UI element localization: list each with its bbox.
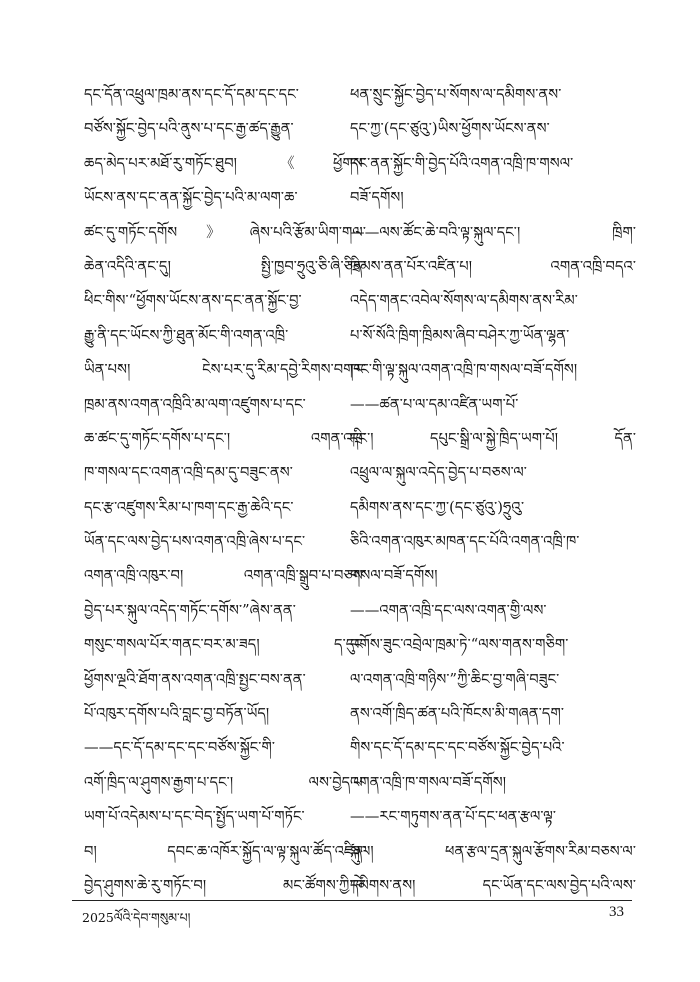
text-line: སྐུལ། ཕན་རྩལ་དྲན་སྐུལ་རྩོགས་རིམ་བཅས་ལ་ [350, 842, 636, 860]
text-line: ——ཚན་པ་ལ་དམ་འཛིན་ཡག་པོ་ [350, 395, 519, 413]
text-line: གིས་དང་དོ་དམ་དང་དང་བཙོས་སྐྱོང་བྱེད་པའི་ [350, 739, 565, 757]
text-line: འདེད་གནང་འབེལ་སོགས་ལ་དམིགས་ནས་རིམ་ [350, 292, 578, 310]
text-line: པ་སོ་སོའི་ཁྲིག་ཁྲིམས་ཞིབ་བཤེར་ཀྱ་ཡོན་ལྷན་ [350, 326, 570, 344]
text-line: ——རང་གཏུགས་ནན་པོ་དང་ཕན་རྩལ་ལྟ་ [350, 808, 557, 826]
page-number: 33 [609, 904, 624, 920]
text-line: ཆེན་འདིའི་ནང་དུ། སྤྱི་ཁྱབ་ཧྲུའུ་ཅི་ཞི་ཅིན་ [84, 257, 366, 275]
text-line: ཆད་མེད་པར་མཐོ་རུ་གཏོང་ཐུབ། 《ཕྱོགས་ [84, 154, 366, 172]
text-line: ཆ་ཚང་དུ་གཏོང་དགོས་པ་དང་། འགན་འཁྲི་ [84, 429, 366, 447]
left-text-column [84, 78, 366, 903]
text-line: དམིགས་ནས་དང་ཀྱ་(དང་ཙུའུ་)ཧྲུའུ་ [350, 498, 525, 516]
text-line: ——འགན་འཁྲི་དང་ལས་འགན་གྱི་ལས་ [350, 601, 547, 619]
text-line: ——ལས་ཚོང་ཆེ་བའི་ལྟ་སྐུལ་དང་། ཁྲིག་ [350, 223, 636, 241]
text-line: དང་རྩ་འཛུགས་རིམ་པ་ཁག་དང་རྒྱ་ཆེའི་དང་ [84, 498, 294, 516]
text-line: འགོ་ཁྲིད་ལ་ཤུགས་རྒྱག་པ་དང་། ལས་བྱེད་པ་ [84, 773, 366, 791]
text-line: ལ་འགན་འཁྲི་གཉིས་”ཀྱི་ཆིང་བྱ་གཞི་བཟུང་ [350, 670, 560, 688]
text-line: ཡོངས་ནས་དང་ནན་སྐྱོང་བྱེད་པའི་མ་ལག་ཆ་ [84, 189, 298, 207]
text-line: ཡག་པོ་འདེམས་པ་དང་བེད་སྤྱོད་ཡག་པོ་གཏོང་ [84, 808, 305, 826]
text-line: དང་། དཔུང་སྒྲི་ལ་སྐྱེ་ཁྲིད་ཡག་པོ། དོན་ [350, 429, 636, 447]
text-line: ཕྱོགས་ལྔའི་ཐོག་ནས་འགན་འཁྲི་སྤྱང་བས་ནན་ [84, 670, 306, 688]
text-line: ཁང་གི་ལྟ་སྐུལ་འགན་འཁྲི་ཁ་གསལ་བཟོ་དགོས། [350, 361, 578, 379]
text-line: དང་ནན་སྐྱོང་གི་བྱེད་པོའི་འགན་འཁྲི་ཁ་གསལ་ [350, 154, 574, 172]
text-line: འགན་འཁྲི་ཁ་གསལ་བཟོ་དགོས། [350, 773, 507, 791]
text-line: དང་དོན་འཕྲུལ་ཁྲམ་ནས་དང་དོ་དམ་དང་དང་ [84, 86, 299, 103]
right-text-column [350, 78, 636, 903]
text-line: བྱེད་ཤུགས་ཆེ་རུ་གཏོང་བ། མང་ཚོགས་ཀྱི་ཁེ་ [84, 876, 366, 894]
text-line: ཕན་སྲུང་སྐྱོང་བྱེད་པ་སོགས་ལ་དམིགས་ནས་ [350, 86, 562, 103]
text-line: གསལ་བཟོ་དགོས། [350, 567, 438, 585]
text-line: རྒྱུ་ནི་དང་ཡོངས་ཀྱི་ཐུན་མོང་གི་འགན་འཁྲི་ [84, 326, 289, 344]
text-line: ——དང་དོ་དམ་དང་དང་བཙོས་སྐྱོང་གི་ [84, 739, 275, 757]
text-line: དམིགས་ནས། དང་ཡོན་དང་ལས་བྱེད་པའི་ལས་ [350, 876, 636, 894]
text-line: གསུང་གསལ་པོར་གནང་བར་མ་ཟད། ད་དུང་ [84, 636, 366, 654]
text-line: བགོས་ཟུང་འབྲེལ་ཁྲམ་ཏེ་“ལས་གནས་གཅིག་ [350, 636, 569, 654]
text-line: པོ་འཁུར་དགོས་པའི་བླང་བྱ་བཏོན་ཡོད། [84, 705, 270, 723]
text-line: བ། དབང་ཆ་འཁོར་སྐྱོད་ལ་ལྟ་སྐུལ་ཚོད་འཛིན་ [84, 842, 366, 860]
text-line: ཁྲམ་ནས་འགན་འཁྲིའི་མ་ལག་འཛུགས་པ་དང་ [84, 395, 306, 413]
text-line: ཚང་དུ་གཏོང་དགོས》ཞེས་པའི་རྩོམ་ཡིག་གལ་ [84, 223, 366, 241]
text-line: འཕྲུལ་ལ་སྐུལ་འདེད་བྱེད་པ་བཅས་ལ་ [350, 464, 527, 482]
footer-issue-label: 2025ལོའི་དེབ་གསུམ་པ། [82, 910, 191, 925]
text-line: དང་ཀྱ་(དང་ཙུའུ་)ཡིས་ཕྱོགས་ཡོངས་ནས་ [350, 120, 550, 138]
text-line: བཙོས་སྐྱོང་བྱེད་པའི་ནུས་པ་དང་རྒྱ་ཚད་རྒྱུན་ [84, 120, 294, 138]
text-line: ཡིན་པས། ངེས་པར་དུ་རིམ་དབྱེ་རིགས་བགར་ [84, 361, 366, 379]
text-line: ཡོན་དང་ལས་བྱེད་པས་འགན་འཁྲི་ཞེས་པ་དང་ [84, 533, 306, 551]
text-line: བཟོ་དགོས། [350, 189, 404, 207]
text-line: བྱེད་པར་སྐུལ་འདེད་གཏོང་དགོས་”ཞེས་ནན་ [84, 601, 296, 619]
text-line: ཕིང་གིས་“ཕྱོགས་ཡོངས་ནས་དང་ནན་སྐྱོང་བྱ་ [84, 292, 302, 310]
footer-rule [72, 900, 632, 901]
text-line: ཅིའི་འགན་འཁུར་མཁན་དང་པོའི་འགན་འཁྲི་ཁ་ [350, 533, 580, 551]
text-line: ཁྲིམས་ནན་པོར་འཛིན་པ། འགན་འཁྲི་བདའ་ [350, 257, 636, 275]
text-line: ཁ་གསལ་དང་འགན་འཁྲི་དམ་དུ་བཟུང་ནས་ [84, 464, 293, 482]
text-line: ནས་འགོ་ཁྲིད་ཚན་པའི་ཁོངས་མི་གཞན་དག་ [350, 705, 565, 723]
text-line: འགན་འཁྲི་འཁུར་བ། འགན་འཁྲི་སྒྲུབ་པ་བཅས་ [84, 567, 366, 585]
